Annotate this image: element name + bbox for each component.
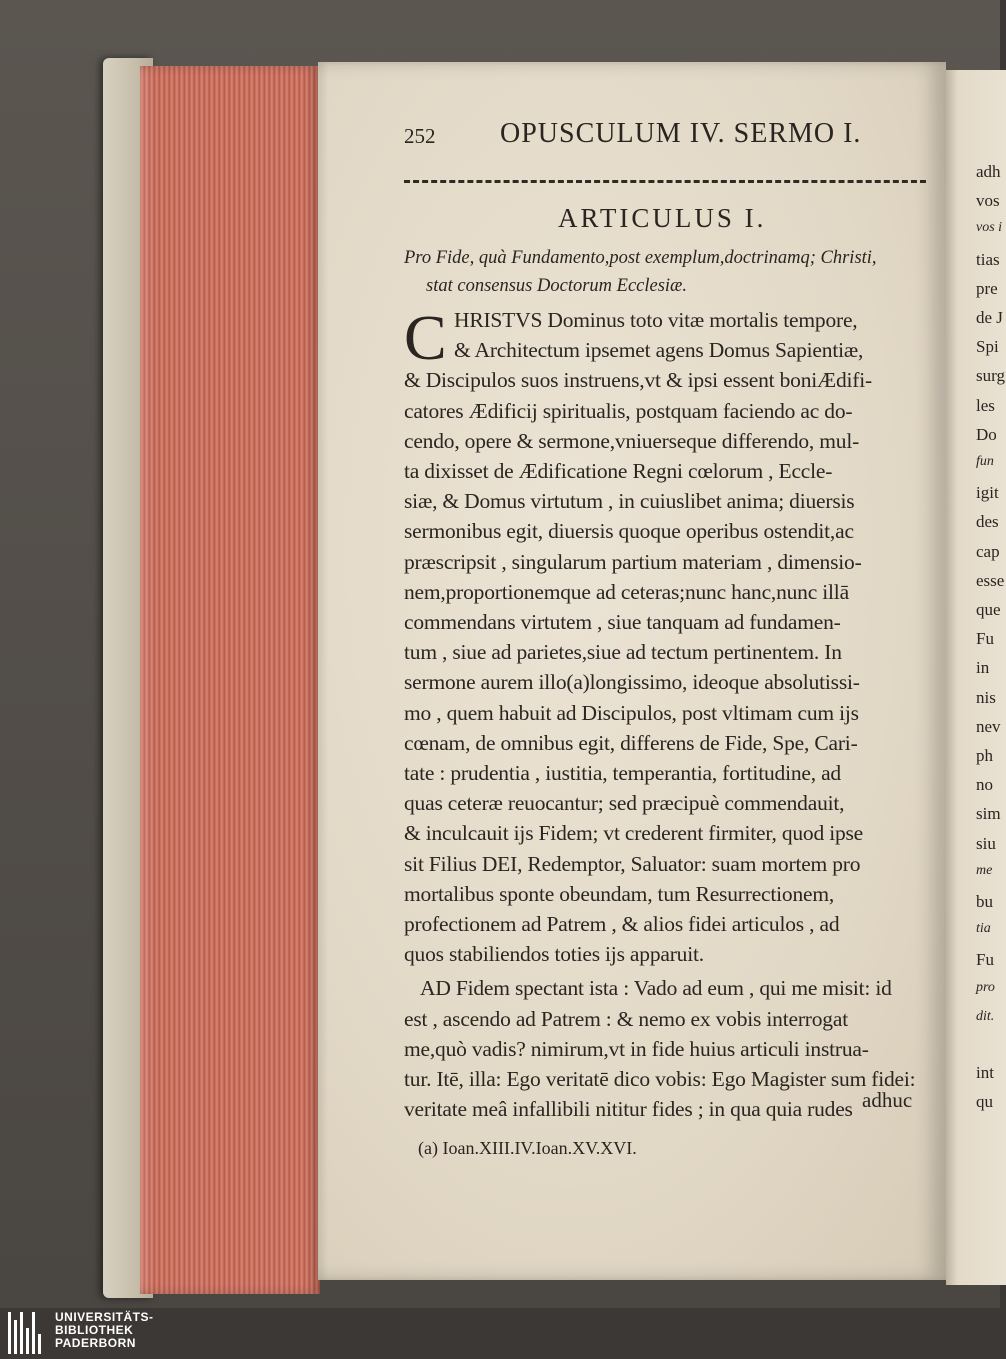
facing-page-text: des xyxy=(976,512,999,532)
text-line: quos stabiliendos toties ijs apparuit. xyxy=(404,942,704,967)
text-line: mo , quem habuit ad Discipulos, post vltimam cum ijs xyxy=(404,700,859,725)
text-line: & inculcauit ijs Fidem; vt crederent firmiter, quod ipse xyxy=(404,821,864,846)
facing-page-text: que xyxy=(976,600,1001,619)
facing-page-text: int xyxy=(976,1063,994,1082)
text-line: tur. Itē, illa: Ego veritatē dico vobis: Ego Magister sum fidei: xyxy=(404,1067,916,1091)
text-line: siæ, & Domus virtutum , in cuiuslibet anima; diuersis xyxy=(404,489,855,514)
rubric-line-2: stat consensus Doctorum Ecclesiæ. xyxy=(426,276,688,296)
facing-page-text: in xyxy=(976,658,990,678)
text-line: mortalibus sponte obeundam, tum Resurrectionem, xyxy=(404,881,835,906)
library-logo-text xyxy=(55,1311,154,1350)
text-line: me,quò vadis? nimirum,vt in fide huius articuli instrua- xyxy=(404,1036,869,1061)
text-line: AD Fidem spectant ista : Vado ad eum , qui me misit: id xyxy=(420,976,892,1001)
facing-page-text: tia xyxy=(976,921,991,937)
drop-cap: C xyxy=(404,302,447,373)
facing-page-text: siu xyxy=(976,833,996,853)
facing-page-text: Fu xyxy=(976,629,994,649)
text-line: cœnam, de omnibus egit, differens de Fide, Spe, Cari- xyxy=(404,730,858,755)
article-rubric xyxy=(404,244,939,300)
header-rule xyxy=(404,180,926,183)
facing-page-text: qu xyxy=(976,1092,993,1112)
facing-page-text: nis xyxy=(976,687,996,707)
facing-page-text: pre xyxy=(976,278,998,298)
page-number: 252 xyxy=(404,124,436,148)
library-logo-icon xyxy=(8,1312,48,1354)
text-line: HRISTVS Dominus toto vitæ mortalis tempore, xyxy=(454,308,858,332)
logo-line: PADERBORN xyxy=(55,1336,136,1350)
facing-page-text: Spi xyxy=(976,337,999,357)
facing-page-text: cap xyxy=(976,541,1000,561)
facing-page-text: sim xyxy=(976,804,1001,824)
text-line: ta dixisset de Ædificatione Regni cœlorum , Eccle- xyxy=(404,459,833,483)
page-fore-edge xyxy=(140,66,320,1294)
facing-page-text: vos xyxy=(976,191,1000,211)
facing-page-fragment xyxy=(946,70,1006,1285)
text-line: nem,proportionemque ad ceteras;nunc hanc,nunc illā xyxy=(404,579,849,604)
article-heading: ARTICULUS I. xyxy=(558,203,767,233)
facing-page-text: pro xyxy=(976,979,995,995)
facing-page-text: surg xyxy=(976,366,1005,386)
facing-page-text: Fu xyxy=(976,950,994,970)
rubric-line-1: Pro Fide, quà Fundamento,post exemplum,doctrinamq; Christi, xyxy=(404,248,877,268)
facing-page-text: no xyxy=(976,775,993,795)
text-line: & Discipulos suos instruens,vt & ipsi essent boniÆdifi- xyxy=(404,368,872,393)
facing-page-text: vos i xyxy=(976,220,1003,236)
text-line: commendans virtutem , siue tanquam ad fundamen- xyxy=(404,610,841,634)
facing-page-text: dit. xyxy=(976,1008,995,1024)
facing-page-text: ph xyxy=(976,746,993,765)
text-line: tate : prudentia , iustitia, temperantia, fortitudine, ad xyxy=(404,761,841,785)
text-line: veritate meâ infallibili nititur fides ; in qua quia rudes xyxy=(404,1097,853,1122)
text-line: quas ceteræ reuocantur; sed præcipuè commendauit, xyxy=(404,791,845,816)
facing-page-text: de J xyxy=(976,308,1003,327)
facing-page-text: tias xyxy=(976,249,1000,269)
facing-page-text: les xyxy=(976,395,995,415)
text-line: tum , siue ad parietes,siue ad tectum pertinentem. In xyxy=(404,640,842,665)
facing-page-text: esse xyxy=(976,570,1005,590)
facing-page-text: Do xyxy=(976,424,997,444)
logo-line: UNIVERSITÄTS- xyxy=(55,1310,154,1324)
facing-page-text: adh xyxy=(976,162,1001,181)
footnote: (a) Ioan.XIII.IV.Ioan.XV.XVI. xyxy=(418,1138,637,1158)
text-line: & Architectum ipsemet agens Domus Sapientiæ, xyxy=(454,338,864,363)
facing-page-text: me xyxy=(976,862,993,878)
text-line: profectionem ad Patrem , & alios fidei articulos , ad xyxy=(404,912,840,936)
text-line: catores Ædificij spiritualis, postquam faciendo ac do- xyxy=(404,398,853,423)
facing-page-text: igit xyxy=(976,483,999,503)
text-line: sit Filius DEI, Redemptor, Saluator: suam mortem pro xyxy=(404,851,861,876)
text-line: est , ascendo ad Patrem : & nemo ex vobis interrogat xyxy=(404,1006,848,1031)
facing-page-text: bu xyxy=(976,892,993,911)
catchword: adhuc xyxy=(862,1088,913,1112)
logo-line: BIBLIOTHEK xyxy=(55,1323,134,1337)
running-title: OPUSCULUM IV. SERMO I. xyxy=(500,118,862,149)
facing-page-text: nev xyxy=(976,716,1001,736)
text-line: præscripsit , singularum partium materiam , dimensio- xyxy=(404,549,862,574)
text-line: sermonibus egit, diuersis quoque operibus ostendit,ac xyxy=(404,519,854,544)
text-line: cendo, opere & sermone,vniuerseque differendo, mul- xyxy=(404,428,860,453)
text-line: sermone aurem illo(a)longissimo, ideoque absolutissi- xyxy=(404,670,860,695)
facing-page-text: fun xyxy=(976,454,994,469)
